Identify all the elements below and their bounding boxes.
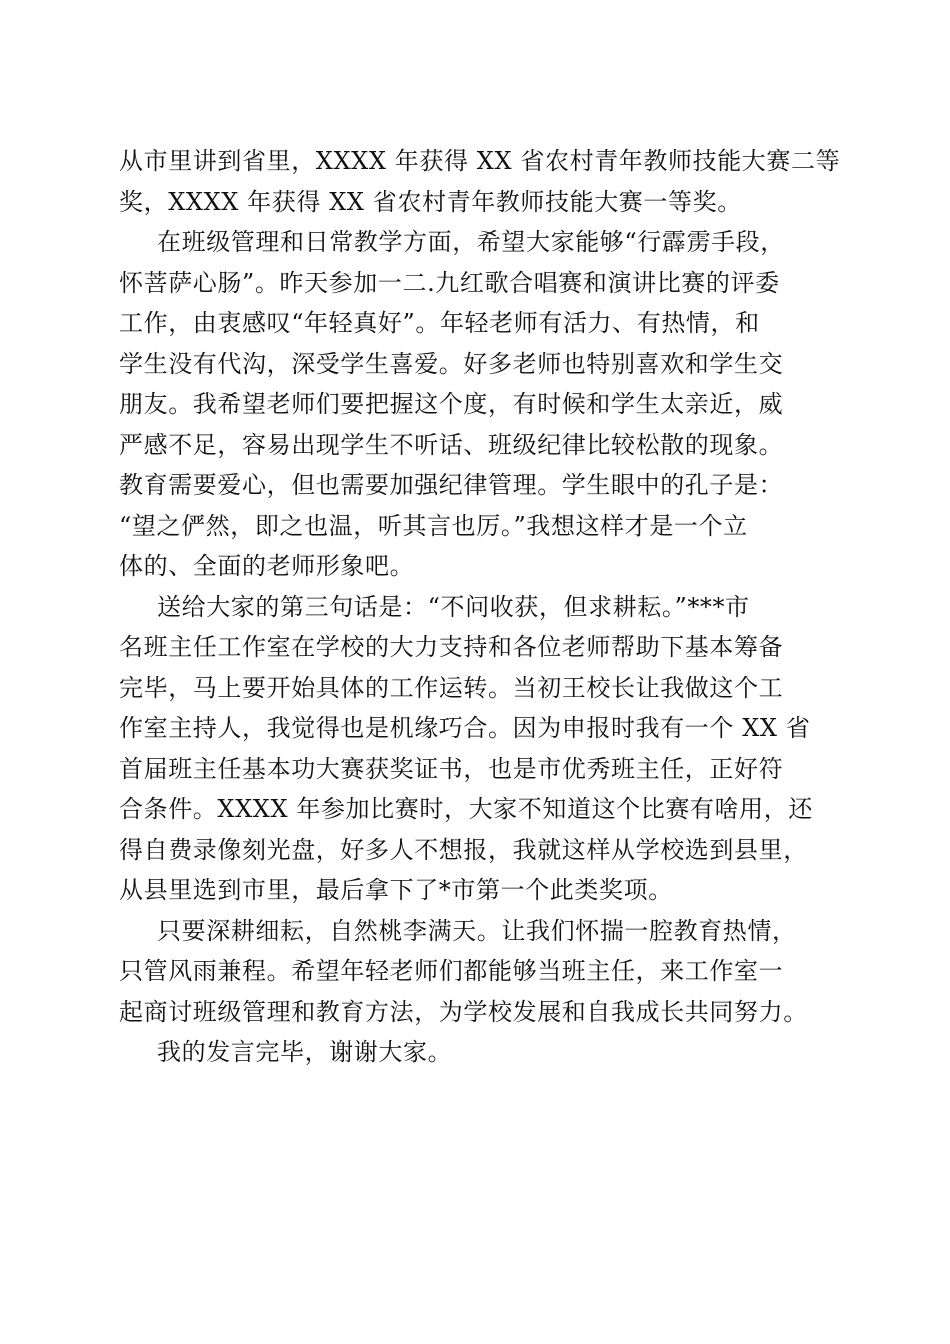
text-line: 得自费录像刻光盘，好多人不想报，我就这样从学校选到县里，: [119, 835, 808, 864]
text-line: 工作，由衷感叹“年轻真好”。年轻老师有活力、有热情，和: [119, 309, 760, 337]
text-line: 怀菩萨心肠”。昨天参加一二.九红歌合唱赛和演讲比赛的评委: [119, 268, 780, 297]
text-line: 只要深耕细耘，自然桃李满天。让我们怀揣一腔教育热情，: [157, 916, 797, 945]
paragraph-3: [119, 587, 835, 911]
paragraph-5: [119, 1032, 835, 1073]
text-line: 在班级管理和日常教学方面，希望大家能够“行霹雳手段，: [157, 228, 785, 256]
text-line: 起商讨班级管理和教育方法，为学校发展和自我成长共同努力。: [119, 997, 808, 1026]
text-line: 送给大家的第三句话是：“不问收获，但求耕耘。”***市: [157, 592, 750, 621]
text-line: 严感不足，容易出现学生不听话、班级纪律比较松散的现象。: [119, 430, 784, 459]
text-line: 首届班主任基本功大赛获奖证书，也是市优秀班主任，正好符: [119, 754, 784, 783]
text-line: 从县里选到市里，最后拿下了*市第一个此类奖项。: [119, 876, 673, 904]
text-line: “望之俨然，即之也温，听其言也厉。”我想这样才是一个立: [119, 511, 748, 540]
text-line: 从市里讲到省里，XXXX 年获得 XX 省农村青年教师技能大赛二等: [119, 147, 841, 175]
text-line: 作室主持人，我觉得也是机缘巧合。因为申报时我有一个 XX 省: [119, 714, 811, 742]
text-line: 我的发言完毕，谢谢大家。: [157, 1038, 453, 1066]
paragraph-2: [119, 222, 835, 587]
document-body: [119, 141, 841, 1073]
text-line: 学生没有代沟，深受学生喜爱。好多老师也特别喜欢和学生交: [119, 349, 784, 378]
text-line: 名班主任工作室在学校的大力支持和各位老师帮助下基本筹备: [119, 633, 784, 661]
text-line: 奖，XXXX 年获得 XX 省农村青年教师技能大赛一等奖。: [119, 187, 742, 216]
text-line: 只管风雨兼程。希望年轻老师们都能够当班主任，来工作室一: [119, 957, 784, 985]
text-line: 朋友。我希望老师们要把握这个度，有时候和学生太亲近，威: [119, 390, 784, 418]
text-line: 教育需要爱心，但也需要加强纪律管理。学生眼中的孔子是：: [119, 471, 784, 499]
text-line: 合条件。XXXX 年参加比赛时，大家不知道这个比赛有啥用，还: [119, 795, 813, 823]
paragraph-4: [119, 911, 835, 1033]
paragraph-1: [119, 141, 841, 222]
text-line: 完毕，马上要开始具体的工作运转。当初王校长让我做这个工: [119, 673, 784, 702]
text-line: 体的、全面的老师形象吧。: [119, 552, 415, 580]
